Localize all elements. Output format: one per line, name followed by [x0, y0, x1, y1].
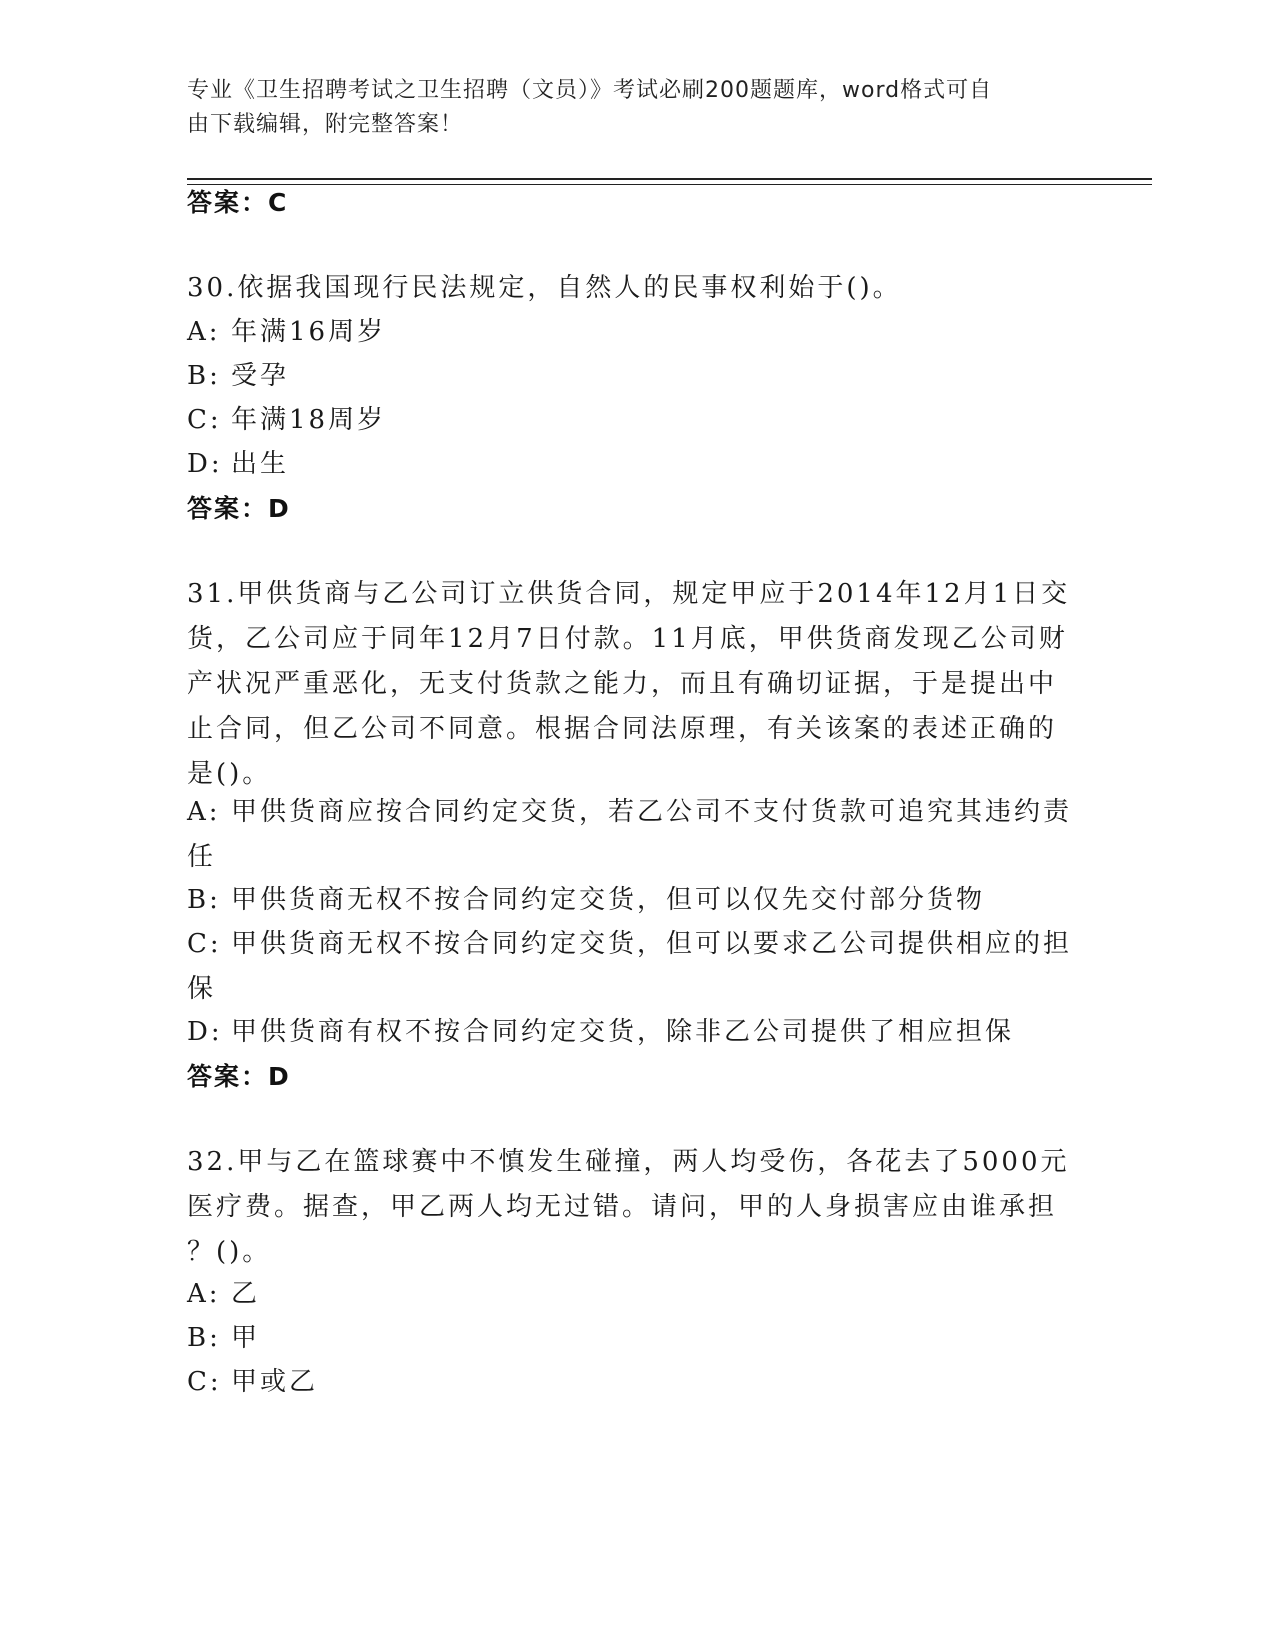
document-header	[187, 74, 1067, 142]
q31-option-a	[187, 790, 1087, 880]
stem-line: 产状况严重恶化，无支付货款之能力，而且有确切证据，于是提出中	[187, 669, 1058, 699]
q30-option-b	[187, 354, 1087, 399]
option-text: 甲或乙	[231, 1367, 319, 1397]
q32-option-a	[187, 1272, 1087, 1317]
option-text: 甲供货商应按合同约定交货，若乙公司不支付货款可追究其违约责	[231, 797, 1073, 827]
option-text-continued: 任	[187, 842, 217, 872]
option-key: B:	[187, 361, 221, 391]
option-text: 年满16周岁	[231, 317, 387, 347]
answer-31: 答案：D	[187, 1062, 291, 1091]
stem-line: 医疗费。据查，甲乙两人均无过错。请问，甲的人身损害应由谁承担	[187, 1192, 1058, 1222]
header-divider-thick	[187, 178, 1152, 180]
stem-line: 货，乙公司应于同年12月7日付款。11月底，甲供货商发现乙公司财	[187, 624, 1068, 654]
option-text: 乙	[231, 1279, 261, 1309]
q32-option-c	[187, 1360, 1087, 1405]
q31-option-c	[187, 922, 1087, 1012]
option-text: 甲供货商无权不按合同约定交货，但可以要求乙公司提供相应的担	[231, 929, 1073, 959]
option-key: D:	[187, 449, 223, 479]
header-divider-thin	[187, 184, 1152, 185]
option-text: 受孕	[231, 361, 290, 391]
option-key: B:	[187, 885, 221, 915]
stem-line: 31.甲供货商与乙公司订立供货合同，规定甲应于2014年12月1日交	[187, 579, 1071, 609]
option-text: 年满18周岁	[231, 405, 387, 435]
stem-line: ？()。	[187, 1237, 272, 1267]
option-key: C:	[187, 405, 222, 435]
q30-option-a	[187, 310, 1087, 355]
option-key: A:	[187, 1279, 221, 1309]
option-key: C:	[187, 929, 222, 959]
option-key: D:	[187, 1017, 223, 1047]
stem-line: 32.甲与乙在篮球赛中不慎发生碰撞，两人均受伤，各花去了5000元	[187, 1147, 1070, 1177]
option-key: A:	[187, 317, 221, 347]
option-key: A:	[187, 797, 221, 827]
question-30-stem: 30.依据我国现行民法规定，自然人的民事权利始于()。	[187, 273, 902, 303]
option-text: 甲供货商有权不按合同约定交货，除非乙公司提供了相应担保	[231, 1017, 1015, 1047]
q31-option-d	[187, 1010, 1087, 1055]
option-key: B:	[187, 1323, 221, 1353]
stem-line: 止合同，但乙公司不同意。根据合同法原理，有关该案的表述正确的	[187, 714, 1058, 744]
header-line-1: 专业《卫生招聘考试之卫生招聘（文员）》考试必刷200题题库，word格式可自	[187, 78, 993, 103]
option-key: C:	[187, 1367, 222, 1397]
stem-line: 是()。	[187, 759, 272, 789]
answer-29: 答案：C	[187, 188, 289, 217]
answer-30: 答案：D	[187, 494, 291, 523]
q32-option-b	[187, 1316, 1087, 1361]
option-text: 甲	[231, 1323, 261, 1353]
question-32-stem	[187, 1140, 1087, 1275]
q30-option-d	[187, 442, 1087, 487]
header-line-2: 由下载编辑，附完整答案！	[187, 112, 464, 137]
option-text: 甲供货商无权不按合同约定交货，但可以仅先交付部分货物	[231, 885, 986, 915]
q31-option-b	[187, 878, 1087, 923]
option-text-continued: 保	[187, 974, 217, 1004]
q30-option-c	[187, 398, 1087, 443]
question-31-stem	[187, 572, 1087, 797]
option-text: 出生	[231, 449, 290, 479]
